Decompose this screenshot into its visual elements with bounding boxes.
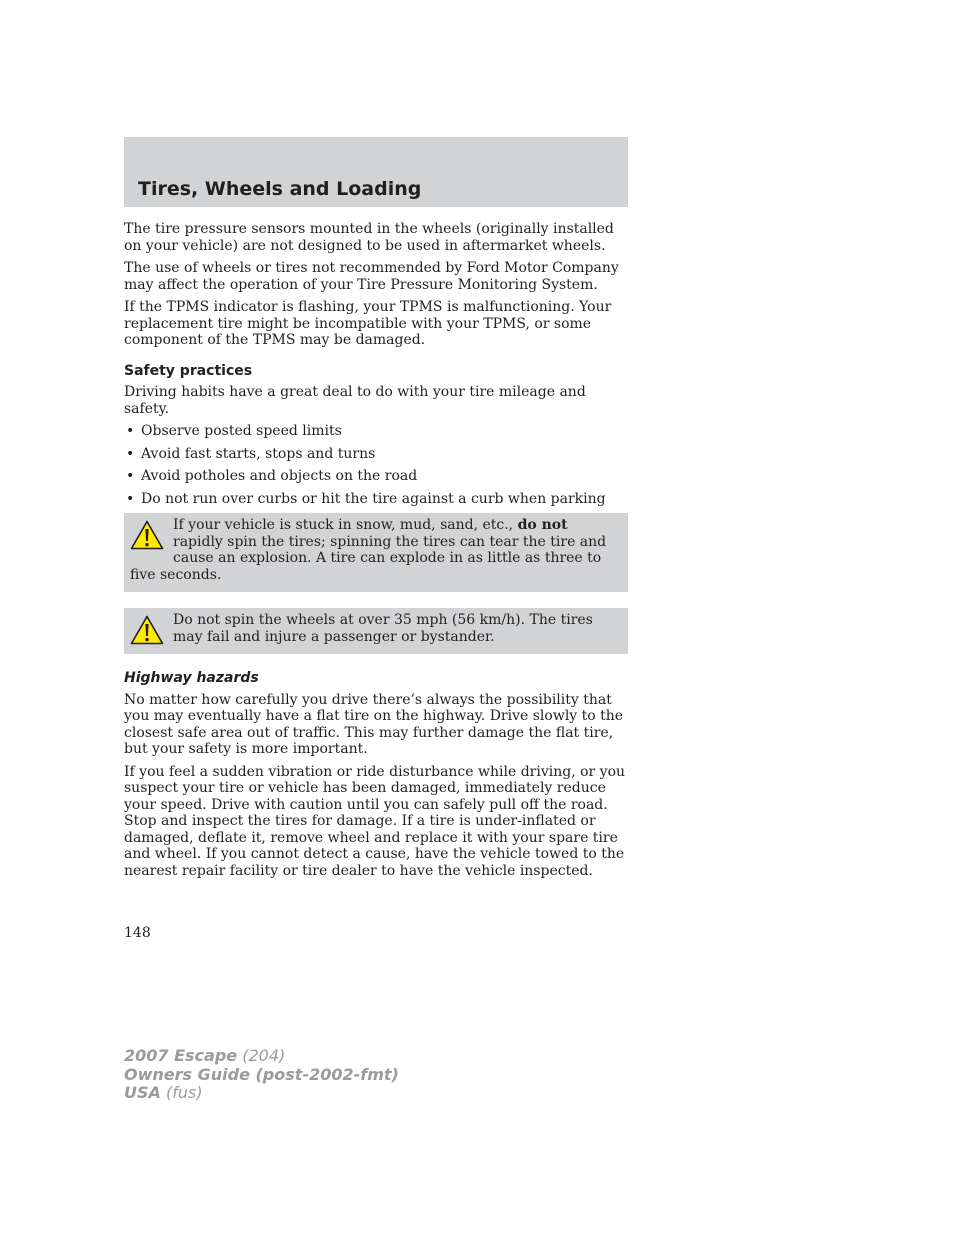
safety-intro: Driving habits have a great deal to do with your tire mileage and safety.: [124, 384, 586, 417]
intro-paragraph: The tire pressure sensors mounted in the wheels (originally installed on your vehicle) are not designed to be used in aftermarket wheels.: [124, 221, 614, 254]
footer-market: USA: [124, 1083, 161, 1102]
section-title: Tires, Wheels and Loading: [138, 178, 422, 200]
warning-emphasis: do not: [517, 517, 568, 533]
warning-triangle-icon: [130, 615, 164, 645]
list-item: [124, 491, 628, 508]
highway-paragraph: If you feel a sudden vibration or ride disturbance while driving, or you suspect your tire or vehicle has been damaged, immediately reduce your speed. Drive with caution until you can safely pull off the road. Stop and inspect the tires for damage. If a tire is under-inflated or damaged, deflate it, remove wheel and replace it with your spare tire and wheel. If you cannot detect a cause, have the vehicle towed to the nearest repair facility or tire dealer to have the vehicle inspected.: [124, 763, 626, 879]
footer-market-code: (fus): [160, 1083, 203, 1102]
warning-box-wheel-speed: [124, 608, 628, 654]
safety-practices-heading: Safety practices: [124, 362, 253, 379]
list-item-text: Avoid potholes and objects on the road: [141, 468, 418, 484]
footer-line: [124, 1047, 399, 1066]
safety-bullet-list: [124, 423, 628, 507]
footer-guide: Owners Guide (post-2002-fmt): [124, 1064, 399, 1084]
intro-paragraph: If the TPMS indicator is flashing, your TPMS is malfunctioning. Your replacement tire might be incompatible with your TPMS, or some component of the TPMS may be damaged.: [124, 299, 612, 348]
warning-triangle-icon: [130, 520, 164, 550]
highway-hazards-heading: Highway hazards: [124, 670, 259, 686]
bullet-icon: •: [126, 423, 135, 439]
footer-model-code: (204): [237, 1046, 286, 1065]
bullet-icon: •: [126, 468, 135, 484]
warning-text-part: If your vehicle is stuck in snow, mud, sand, etc.,: [173, 517, 518, 533]
bullet-icon: •: [126, 445, 135, 462]
document-footer: [124, 1047, 399, 1103]
warning-text: Do not spin the wheels at over 35 mph (56 km/h). The tires may fail and injure a passenger or bystander.: [173, 612, 593, 645]
page-number: 148: [124, 925, 151, 941]
highway-paragraph: No matter how carefully you drive there’s always the possibility that you may eventually have a flat tire on the highway. Drive slowly to the closest safe area out of traffic. This may further damage the flat tire, but your safety is more important.: [124, 691, 624, 757]
list-item-text: Do not run over curbs or hit the tire against a curb when parking: [141, 490, 606, 507]
footer-model: 2007 Escape: [124, 1046, 238, 1065]
bullet-icon: •: [126, 490, 135, 507]
list-item: [124, 446, 628, 463]
section-header-band: [124, 137, 628, 207]
warning-text-part: rapidly spin the tires; spinning the tires can tear the tire and cause an explosion. A tire can explode in as little as three to five seconds.: [130, 533, 607, 583]
list-item-text: Avoid fast starts, stops and turns: [141, 445, 376, 462]
main-content: [124, 221, 628, 885]
list-item: [124, 468, 628, 485]
warning-box-stuck-vehicle: [124, 513, 628, 592]
list-item: [124, 423, 628, 440]
footer-line: [124, 1084, 399, 1103]
list-item-text: Observe posted speed limits: [141, 423, 342, 439]
intro-paragraph: The use of wheels or tires not recommended by Ford Motor Company may affect the operation of your Tire Pressure Monitoring System.: [124, 260, 619, 293]
